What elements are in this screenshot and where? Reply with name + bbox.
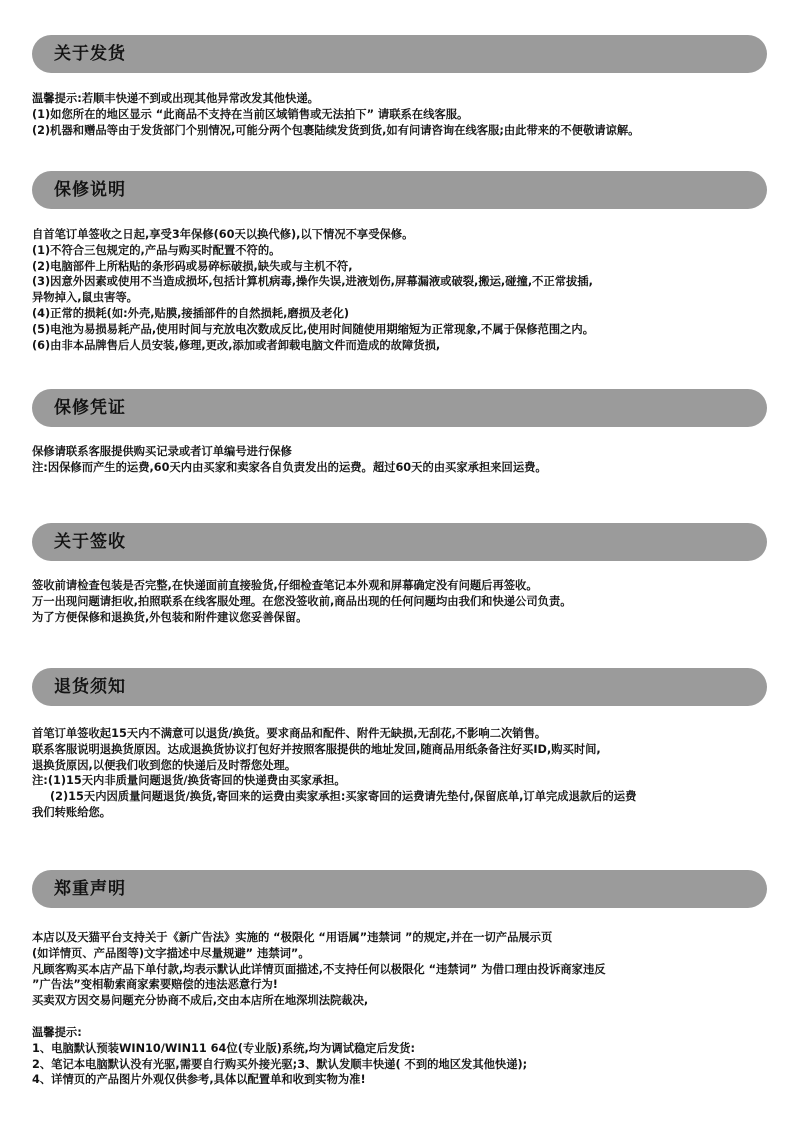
text-line: 自首笔订单签收之日起,享受3年保修(60天以换代修),以下情况不享受保修。 (32, 228, 414, 241)
text-line: 注:(1)15天内非质量问题退货/换货寄回的快递费由买家承担。 (32, 774, 346, 788)
section-body-returns (32, 726, 772, 821)
section-body-warranty-proof (32, 444, 772, 476)
section-header-returns (32, 668, 767, 706)
text-line: (如详情页、产品图等)文字描述中尽量规避” 违禁词”。 (32, 946, 310, 960)
section-header-statement (32, 870, 767, 908)
paragraph-gap (32, 1009, 772, 1025)
section-title: 关于发货 (54, 44, 126, 64)
text-line: 2、笔记本电脑默认没有光驱,需要自行购买外接光驱;3、默认发顺丰快递( 不到的地区发其他快递); (32, 1057, 528, 1071)
text-line: (6)由非本品牌售后人员安装,修理,更改,添加或者卸载电脑文件而造成的故障货损, (32, 338, 441, 352)
text-line: (2)电脑部件上所粘贴的条形码或易碎标破损,缺失或与主机不符, (32, 259, 353, 273)
text-line: 凡顾客购买本店产品下单付款,均表示默认此详情页面描述,不支持任何以极限化 “违禁词” 为借口理由投诉商家违反 (32, 962, 606, 976)
text-line: 买卖双方因交易问题充分协商不成后,交由本店所在地深圳法院裁决, (32, 994, 369, 1008)
section-title: 关于签收 (54, 532, 126, 552)
section-body-warranty (32, 227, 772, 353)
text-line: 本店以及天猫平台支持关于《新广告法》实施的 “极限化 “用语属”违禁词 ”的规定,并在一切产品展示页 (32, 931, 553, 944)
text-line: 为了方便保修和退换货,外包装和附件建议您妥善保留。 (32, 610, 308, 624)
section-header-shipping (32, 35, 767, 73)
text-line: 退换货原因,以便我们收到您的快递后及时帮您处理。 (32, 758, 297, 772)
text-line: 我们转账给您。 (32, 805, 112, 819)
text-line: (2)15天内因质量问题退货/换货,寄回来的运费由卖家承担:买家寄回的运费请先垫付,保留底单,订单完成退款后的运费 (50, 790, 637, 804)
text-line: 异物掉入,鼠虫害等。 (32, 291, 138, 305)
text-line: (2)机器和赠品等由于发货部门个别情况,可能分两个包裹陆续发货到货,如有问请咨询在线客服;由此带来的不便敬请谅解。 (32, 123, 640, 137)
text-line: ”广告法”变相勒索商家索要赔偿的违法恶意行为! (32, 978, 278, 992)
text-line: (4)正常的损耗(如:外壳,贴膜,接插部件的自然损耗,磨损及老化) (32, 306, 350, 320)
section-title: 保修凭证 (54, 398, 126, 418)
text-line: (1)如您所在的地区显示 “此商品不支持在当前区域销售或无法拍下” 请联系在线客服。 (32, 107, 469, 121)
text-line: 1、电脑默认预装WIN10/WIN11 64位(专业版)系统,均为调试稳定后发货: (32, 1041, 415, 1055)
section-header-receipt (32, 523, 767, 561)
section-body-receipt (32, 578, 772, 625)
text-line: 万一出现问题请拒收,拍照联系在线客服处理。在您没签收前,商品出现的任何问题均由我们和快递公司负责。 (32, 594, 572, 608)
section-body-shipping (32, 91, 772, 138)
section-title: 保修说明 (54, 180, 126, 200)
text-line: 温馨提示:若顺丰快递不到或出现其他异常改发其他快递。 (32, 92, 319, 105)
text-line: 签收前请检查包装是否完整,在快递面前直接验货,仔细检查笔记本外观和屏幕确定没有问题后再签收。 (32, 579, 538, 592)
text-line: 联系客服说明退换货原因。达成退换货协议打包好并按照客服提供的地址发回,随商品用纸条备注好买ID,购买时间, (32, 742, 601, 756)
text-line: (5)电池为易损易耗产品,使用时间与充放电次数成反比,使用时间随使用期缩短为正常现象,不属于保修范围之内。 (32, 322, 595, 336)
section-title: 郑重声明 (54, 879, 126, 899)
text-line: 注:因保修而产生的运费,60天内由买家和卖家各自负责发出的运费。超过60天的由买家承担来回运费。 (32, 460, 547, 474)
text-line: 温馨提示: (32, 1025, 82, 1039)
section-header-warranty (32, 171, 767, 209)
text-line: 4、详情页的产品图片外观仅供参考,具体以配置单和收到实物为准! (32, 1073, 366, 1087)
text-line: (3)因意外因素或使用不当造成损坏,包括计算机病毒,操作失误,进液划伤,屏幕漏液或破裂,搬运,碰撞,不正常拔插, (32, 275, 593, 289)
section-title: 退货须知 (54, 677, 126, 697)
text-line: 保修请联系客服提供购买记录或者订单编号进行保修 (32, 445, 292, 458)
section-header-warranty-proof (32, 389, 767, 427)
text-line: (1)不符合三包规定的,产品与购买时配置不符的。 (32, 243, 281, 257)
text-line: 首笔订单签收起15天内不满意可以退货/换货。要求商品和配件、附件无缺损,无刮花,不影响二次销售。 (32, 727, 547, 740)
section-body-statement (32, 930, 772, 1088)
